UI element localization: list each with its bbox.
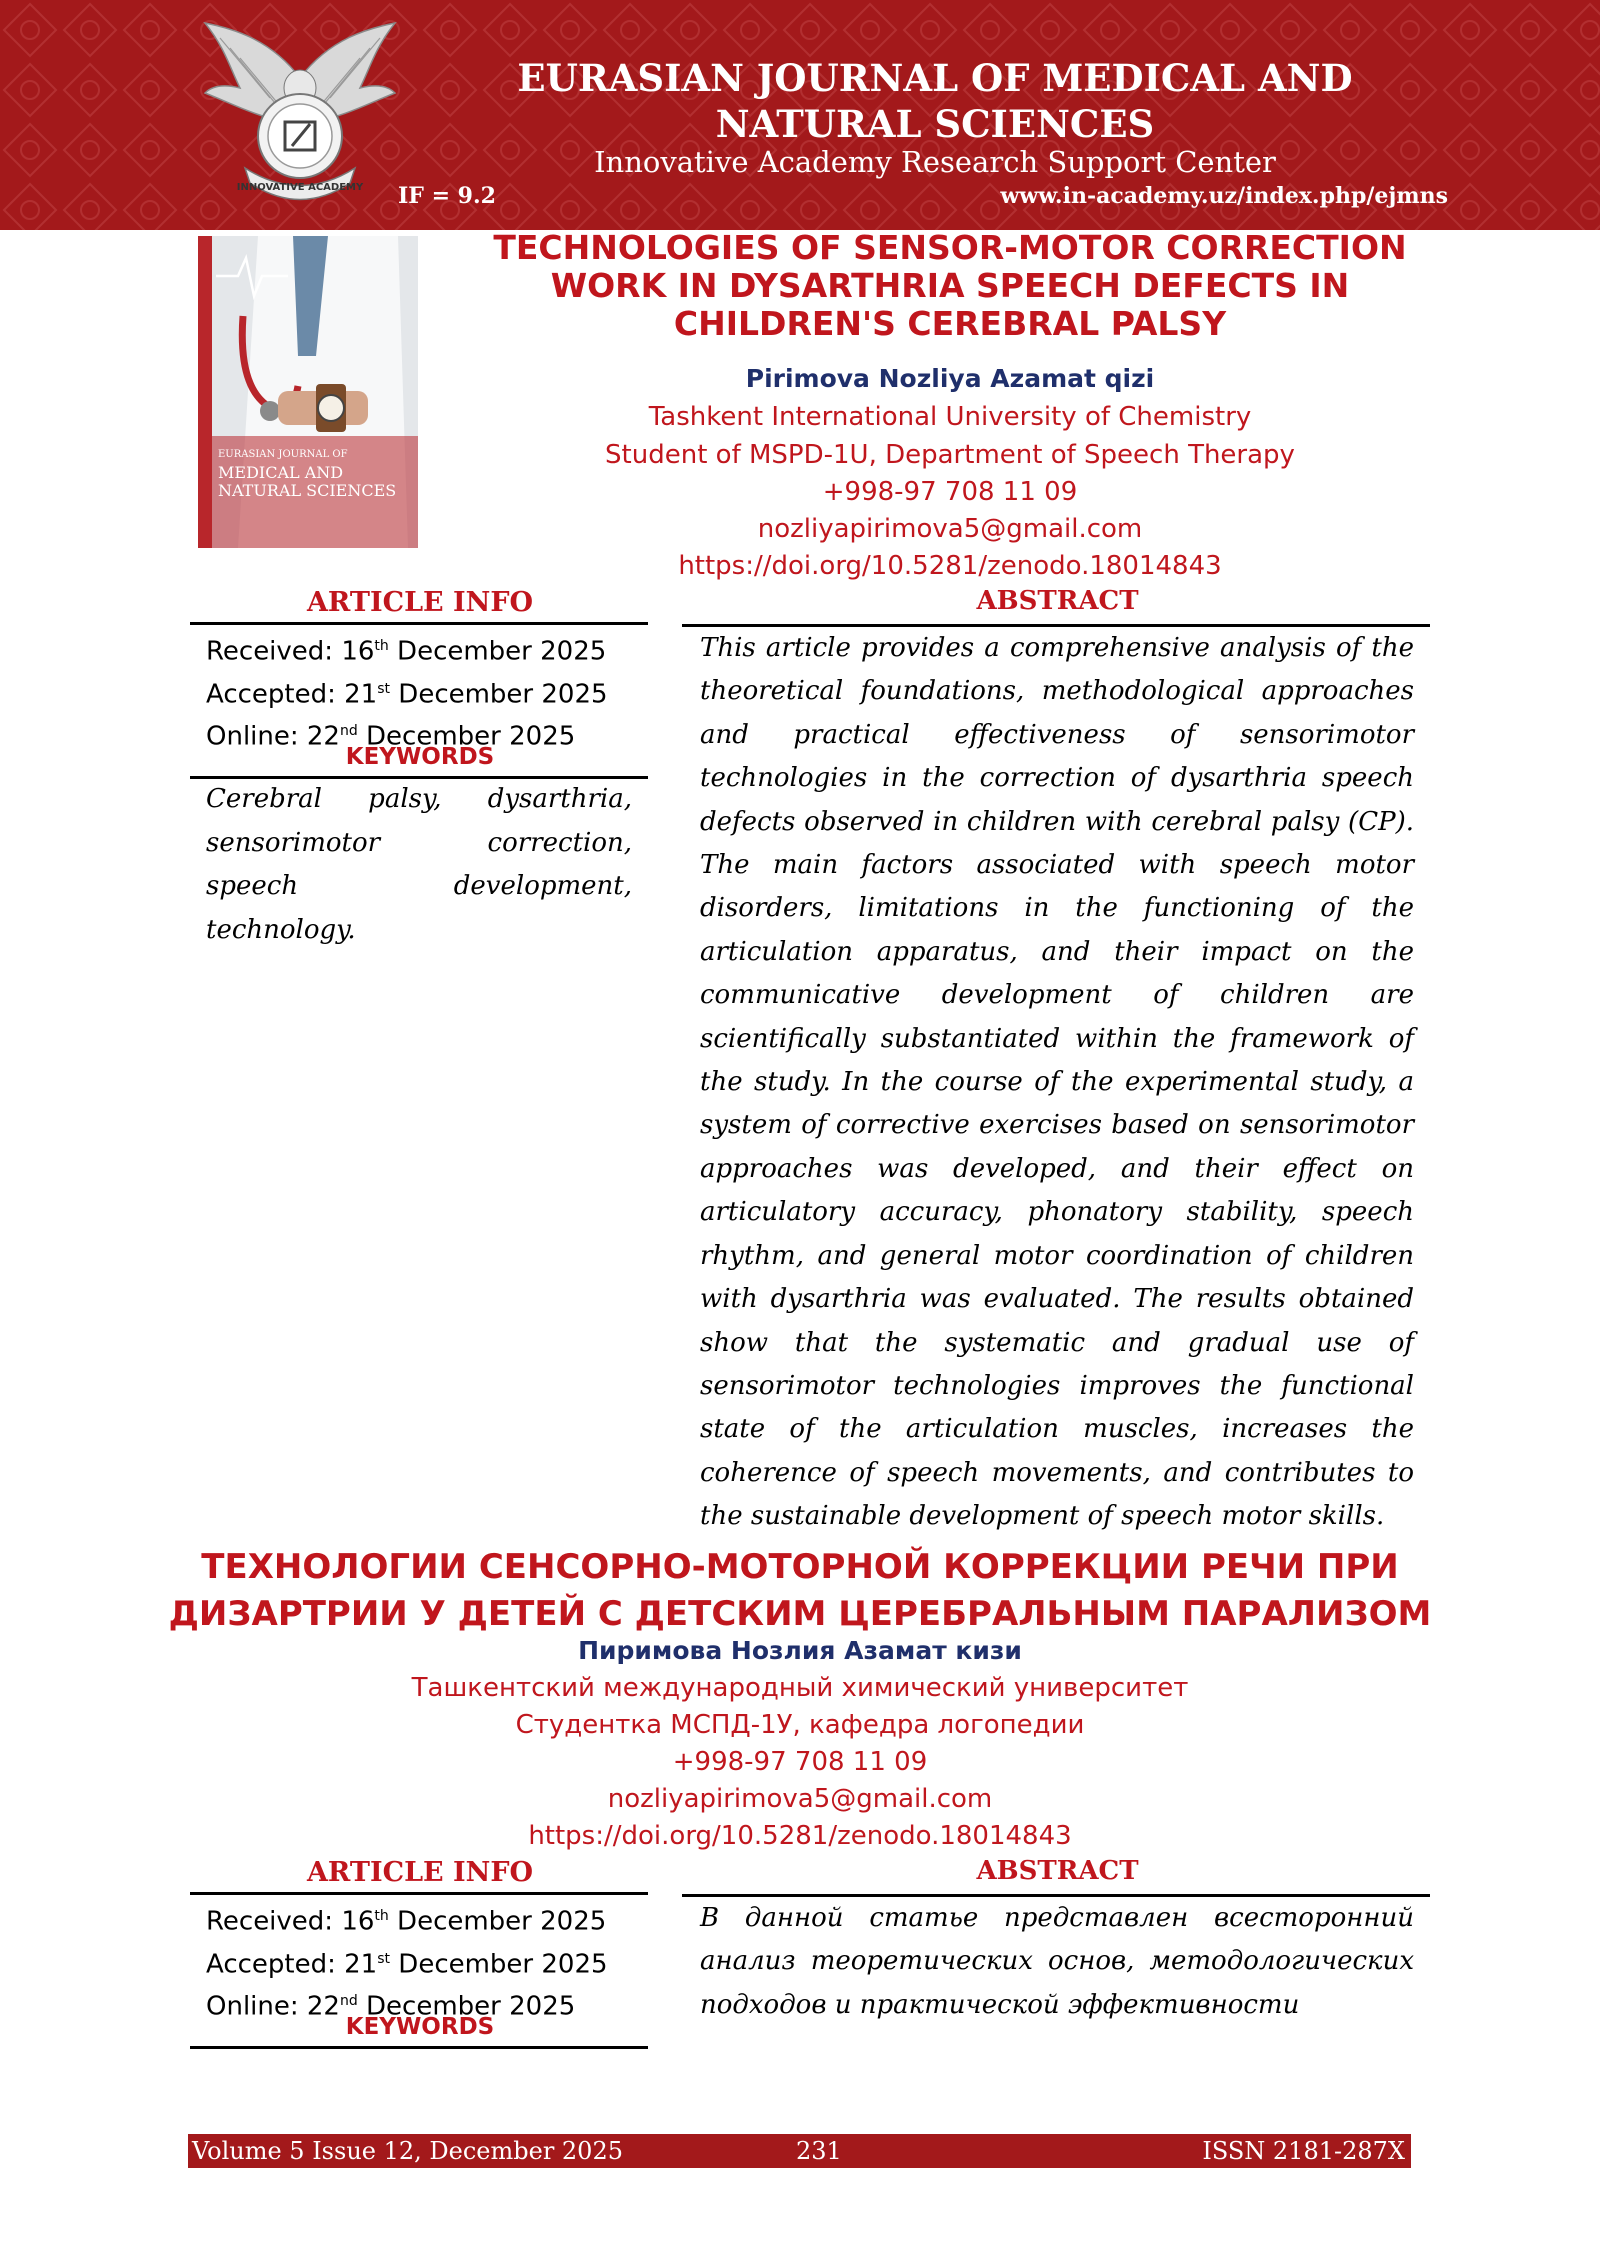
title-line: ТЕХНОЛОГИИ СЕНСОРНО-МОТОРНОЙ КОРРЕКЦИИ РЕЧИ ПРИ <box>201 1547 1399 1587</box>
journal-url-link[interactable]: www.in-academy.uz/index.php/ejmns <box>1000 183 1448 209</box>
divider <box>190 622 648 625</box>
phone-en: +998-97 708 11 09 <box>822 477 1078 507</box>
article-info-heading-ru: ARTICLE INFO <box>306 1857 534 1888</box>
abstract-heading-en: ABSTRACT <box>976 586 1139 616</box>
email-link-ru[interactable]: nozliyapirimova5@gmail.com <box>607 1784 993 1814</box>
article-title-ru <box>150 1544 1450 1638</box>
doi-link-en[interactable]: https://doi.org/10.5281/zenodo.18014843 <box>678 551 1222 581</box>
received-date: Received: 16th December 2025 <box>206 636 607 667</box>
article-dates-en <box>206 628 608 756</box>
page-number: 231 <box>796 2137 842 2165</box>
cover-line-small: EURASIAN JOURNAL OF <box>218 449 348 460</box>
article-info-heading-en: ARTICLE INFO <box>306 587 534 618</box>
journal-title-line1: EURASIAN JOURNAL OF MEDICAL AND <box>517 56 1353 100</box>
affiliation-ru: Ташкентский международный химический университет <box>411 1673 1189 1703</box>
research-center-name: Innovative Academy Research Support Center <box>594 145 1276 179</box>
impact-factor: IF = 9.2 <box>398 183 496 209</box>
title-line: CHILDREN'S CEREBRAL PALSY <box>673 304 1227 343</box>
title-line: TECHNOLOGIES OF SENSOR-MOTOR CORRECTION <box>493 228 1407 267</box>
title-line: WORK IN DYSARTHRIA SPEECH DEFECTS IN <box>550 266 1350 305</box>
keywords-heading-ru: KEYWORDS <box>345 2014 495 2040</box>
accepted-date: Accepted: 21st December 2025 <box>206 679 608 710</box>
email-link-en[interactable]: nozliyapirimova5@gmail.com <box>757 514 1143 544</box>
abstract-text-en: This article provides a comprehensive analysis of the theoretical foundations, methodological approaches and practical effectiveness of sensorimotor technologies in the correction of dysarthria speech defects observed in children with cerebral palsy (CP). The main factors associated with speech motor disorders, limitations in the functioning of the articulation apparatus, and their impact on the communicative development of children are scientifically substantiated within the framework of the study. In the course of the experimental study, a system of corrective exercises based on sensorimotor approaches was developed, and their effect on articulatory accuracy, phonatory stability, speech rhythm, and general motor coordination of children with dysarthria was evaluated. The results obtained show that the systematic and gradual use of sensorimotor technologies improves the functional state of the articulation muscles, increases the coherence of speech movements, and contributes to the sustainable development of speech motor skills. <box>700 633 1414 1532</box>
issn: ISSN 2181-287X <box>1202 2137 1405 2165</box>
journal-title-line2: NATURAL SCIENCES <box>715 102 1155 146</box>
keywords-en: Cerebral palsy, dysarthria, sensorimotor correction, speech development, technology. <box>206 784 632 945</box>
journal-title <box>470 55 1400 147</box>
abstract-text-ru: В данной статье представлен всесторонний анализ теоретических основ, методологических подходов и практической эффективности <box>700 1903 1414 2020</box>
affiliation-en: Tashkent International University of Chemistry <box>648 402 1252 432</box>
accepted-date: Accepted: 21st December 2025 <box>206 1949 608 1980</box>
abstract-heading-ru: ABSTRACT <box>976 1856 1139 1886</box>
divider <box>190 1892 648 1895</box>
received-date: Received: 16th December 2025 <box>206 1906 607 1937</box>
journal-header <box>0 0 1600 230</box>
article-title-en <box>450 229 1450 343</box>
innovative-academy-logo <box>200 18 400 214</box>
volume-info: Volume 5 Issue 12, December 2025 <box>192 2137 623 2165</box>
position-ru: Студентка МСПД-1У, кафедра логопедии <box>515 1710 1085 1740</box>
online-date: Online: 22nd December 2025 <box>206 721 576 752</box>
page-footer <box>188 2134 1411 2168</box>
cover-line-big1: MEDICAL AND <box>218 463 344 482</box>
cover-title <box>218 446 396 500</box>
position-en: Student of MSPD-1U, Department of Speech Therapy <box>605 440 1295 470</box>
doctor-illustration <box>198 236 418 548</box>
logo-text: INNOVATIVE ACADEMY <box>236 182 364 193</box>
journal-cover-image <box>198 236 418 548</box>
divider <box>190 2046 648 2049</box>
phone-ru: +998-97 708 11 09 <box>672 1747 928 1777</box>
doi-link-ru[interactable]: https://doi.org/10.5281/zenodo.18014843 <box>528 1821 1072 1851</box>
keywords-heading-en: KEYWORDS <box>345 744 495 770</box>
title-line: ДИЗАРТРИИ У ДЕТЕЙ С ДЕТСКИМ ЦЕРЕБРАЛЬНЫМ ПАРАЛИЗОМ <box>168 1594 1432 1634</box>
article-dates-ru <box>206 1898 608 2026</box>
online-date: Online: 22nd December 2025 <box>206 1991 576 2022</box>
author-name-en: Pirimova Nozliya Azamat qizi <box>745 364 1155 393</box>
cover-line-big2: NATURAL SCIENCES <box>218 481 397 500</box>
author-name-ru: Пиримова Нозлия Азамат кизи <box>578 1636 1022 1665</box>
